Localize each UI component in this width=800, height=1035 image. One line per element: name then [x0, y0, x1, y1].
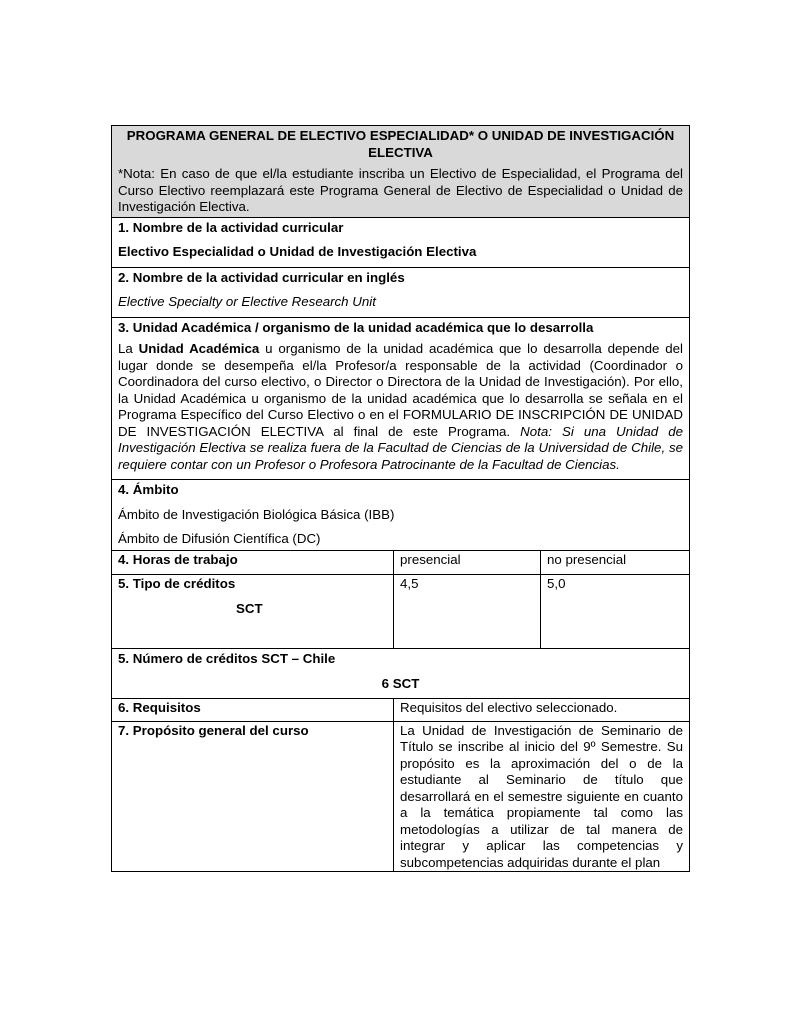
purpose-label: 7. Propósito general del curso [118, 722, 309, 738]
academic-unit-note: Nota: Si una Unidad de Investigación Electiva se realiza fuera de la Facultad de Ciencias de la Universidad de Chile, se requiere contar con un Profesor o Profesora Patrocinante de la Facultad de Ciencias. [118, 423, 683, 472]
academic-unit-text [118, 341, 683, 473]
credits-type-row [112, 575, 690, 649]
section-4-label: 4. Ámbito [118, 482, 179, 497]
section-1-label: 1. Nombre de la actividad curricular [118, 219, 344, 235]
section-2-label: 2. Nombre de la actividad curricular en inglés [118, 269, 405, 285]
credits-type-sct: SCT [236, 600, 263, 616]
credits-number-cell [112, 649, 690, 699]
hours-no-presencial: no presencial [547, 551, 627, 567]
purpose-value-cell [394, 721, 690, 872]
work-hours-row [112, 550, 690, 575]
credits-type-val1-cell [394, 575, 541, 649]
credits-type-label: 5. Tipo de créditos [118, 576, 236, 591]
work-hours-col2-cell [541, 550, 690, 575]
credits-presencial-value: 4,5 [400, 576, 419, 591]
requisites-value-cell [394, 699, 690, 722]
work-hours-label-cell [112, 550, 394, 575]
work-hours-label: 4. Horas de trabajo [118, 551, 238, 567]
work-hours-col1-cell [394, 550, 541, 575]
section-1-cell [112, 217, 690, 267]
purpose-row [112, 721, 690, 872]
academic-unit-text-main: u organismo de la unidad académica que lo desarrolla depende del lugar donde se desempeña el/la Profesor/a responsable de la actividad (Coordinador o Coordinadora del curso electivo, o Director o Directora de la Unidad de Investigación). Por ello, la Unidad Académica u organismo de la unidad académica que lo desarrolla se señala en el Programa Específico del Curso Electivo o en el FORMULARIO DE INSCRIPCIÓN DE UNIDAD DE INVESTIGACIÓN ELECTIVA al final de este Programa. [118, 341, 683, 439]
program-title: PROGRAMA GENERAL DE ELECTIVO ESPECIALIDAD* O UNIDAD DE INVESTIGACIÓN ELECTIVA [126, 128, 675, 160]
section-1-row [112, 217, 690, 267]
section-4-row [112, 480, 690, 551]
credits-type-label-cell [112, 575, 394, 649]
requisites-label-cell [112, 699, 394, 722]
activity-name-english: Elective Specialty or Elective Research Unit [118, 294, 376, 309]
section-4-cell [112, 480, 690, 551]
section-3-row [112, 317, 690, 480]
hours-presencial: presencial [400, 551, 461, 567]
section-2-row [112, 267, 690, 317]
purpose-value: La Unidad de Investigación de Seminario de Título se inscribe al inicio del 9º Semestre. Su propósito es la aproximación del o de la estudiante al Seminario de título que desarrollará en el semestre siguiente en cuanto a la temática propiamente tal como las metodologías a utilizar de tal manera de integrar y aplicar las competencias y subcompetencias adquiridas durante el plan [400, 722, 683, 870]
section-3-cell [112, 317, 690, 480]
scope-item-dc: Ámbito de Difusión Científica (DC) [118, 531, 321, 546]
header-note: *Nota: En caso de que el/la estudiante inscriba un Electivo de Especialidad, el Programa del Curso Electivo reemplazará este Programa General de Electivo de Especialidad o Unidad de Investigación Electiva. [118, 166, 683, 214]
academic-unit-text-pre: La [118, 341, 139, 356]
academic-unit-bold: Unidad Académica [138, 341, 260, 356]
requisites-label: 6. Requisitos [118, 700, 201, 715]
credits-type-val2-cell [541, 575, 690, 649]
purpose-label-cell [112, 721, 394, 872]
credits-number-row [112, 649, 690, 699]
section-2-cell [112, 267, 690, 317]
credits-number-label: 5. Número de créditos SCT – Chile [118, 651, 336, 666]
header-row [112, 126, 690, 218]
section-3-label: 3. Unidad Académica / organismo de la unidad académica que lo desarrolla [118, 319, 594, 335]
scope-item-ibb: Ámbito de Investigación Biológica Básica (IBB) [118, 506, 395, 522]
header-cell [112, 126, 690, 218]
activity-name: Electivo Especialidad o Unidad de Investigación Electiva [118, 244, 477, 259]
credits-no-presencial-value: 5,0 [547, 576, 566, 591]
credits-number-value: 6 SCT [381, 675, 420, 691]
requisites-value: Requisitos del electivo seleccionado. [400, 700, 618, 715]
program-table [111, 125, 690, 872]
requisites-row [112, 699, 690, 722]
